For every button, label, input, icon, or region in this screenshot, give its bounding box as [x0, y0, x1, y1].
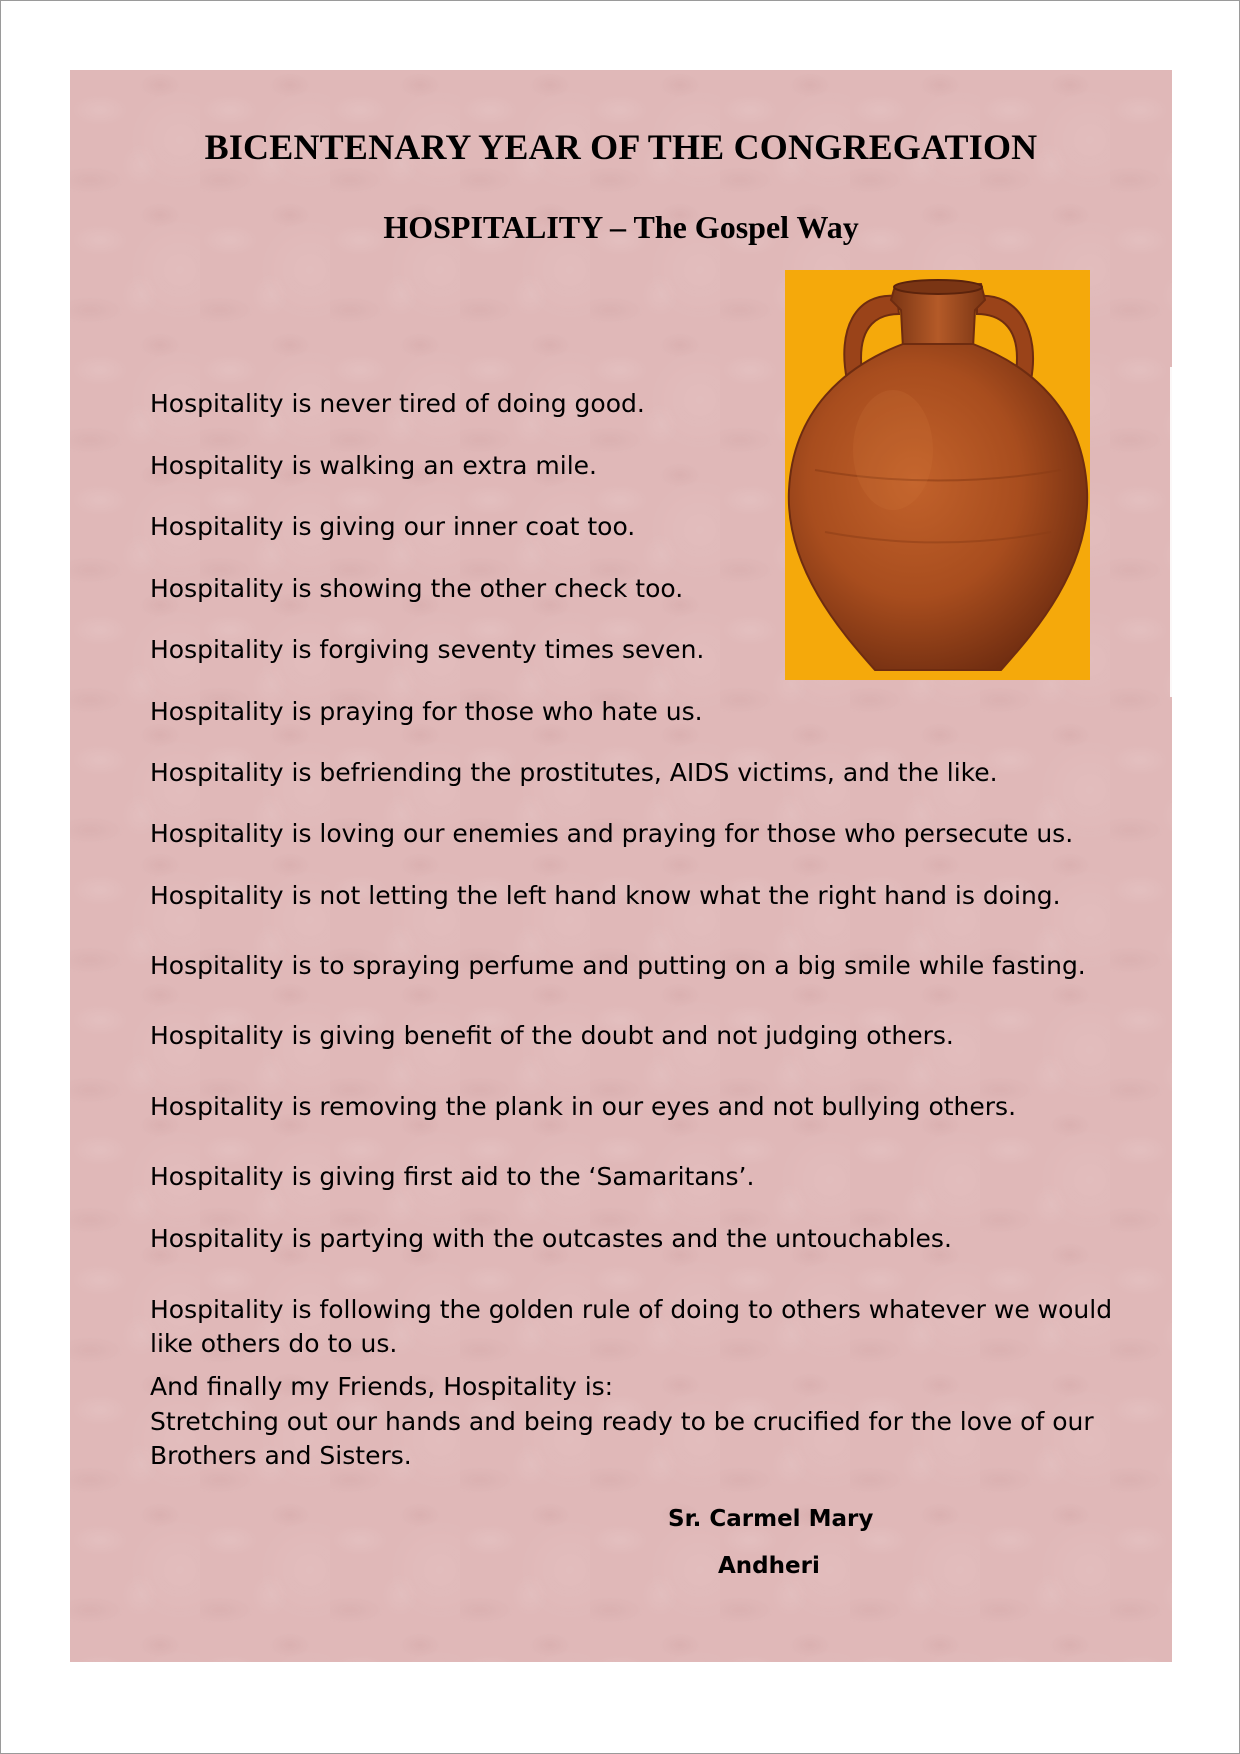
hospitality-line: Hospitality is never tired of doing good.: [150, 389, 645, 418]
signature-name: Sr. Carmel Mary: [668, 1506, 874, 1532]
document-subtitle: HOSPITALITY – The Gospel Way: [383, 209, 859, 245]
hospitality-line: Hospitality is praying for those who hate us.: [150, 697, 703, 726]
hospitality-line: Hospitality is partying with the outcastes and the untouchables.: [150, 1224, 952, 1253]
hospitality-line: Hospitality is walking an extra mile.: [150, 451, 597, 480]
closing-intro: And finally my Friends, Hospitality is:: [150, 1372, 614, 1401]
hospitality-line: Hospitality is befriending the prostitutes, AIDS victims, and the like.: [150, 758, 998, 787]
hospitality-line: Hospitality is giving first aid to the ‘Samaritans’.: [150, 1162, 755, 1191]
hospitality-line: Hospitality is to spraying perfume and putting on a big smile while fasting.: [150, 951, 1086, 980]
hospitality-line: Hospitality is not letting the left hand know what the right hand is doing.: [150, 881, 1061, 910]
document-title: BICENTENARY YEAR OF THE CONGREGATION: [204, 127, 1038, 167]
hospitality-line: Hospitality is showing the other check too.: [150, 574, 684, 603]
hospitality-line: Hospitality is giving our inner coat too.: [150, 512, 636, 541]
signature-place: Andheri: [718, 1553, 820, 1579]
hospitality-line: Hospitality is forgiving seventy times seven.: [150, 635, 705, 664]
closing-text: Stretching out our hands and being ready to be crucified for the love of our Brothers and Sisters.: [150, 1407, 1094, 1470]
hospitality-line: Hospitality is following the golden rule of doing to others whatever we would like others do to us.: [150, 1295, 1113, 1358]
hospitality-line: Hospitality is giving benefit of the doubt and not judging others.: [150, 1021, 954, 1050]
hospitality-line: Hospitality is removing the plank in our eyes and not bullying others.: [150, 1092, 1017, 1121]
document-card: [70, 70, 1172, 1662]
hospitality-line: Hospitality is loving our enemies and praying for those who persecute us.: [150, 819, 1074, 848]
image-edge-strip: [1170, 367, 1172, 697]
